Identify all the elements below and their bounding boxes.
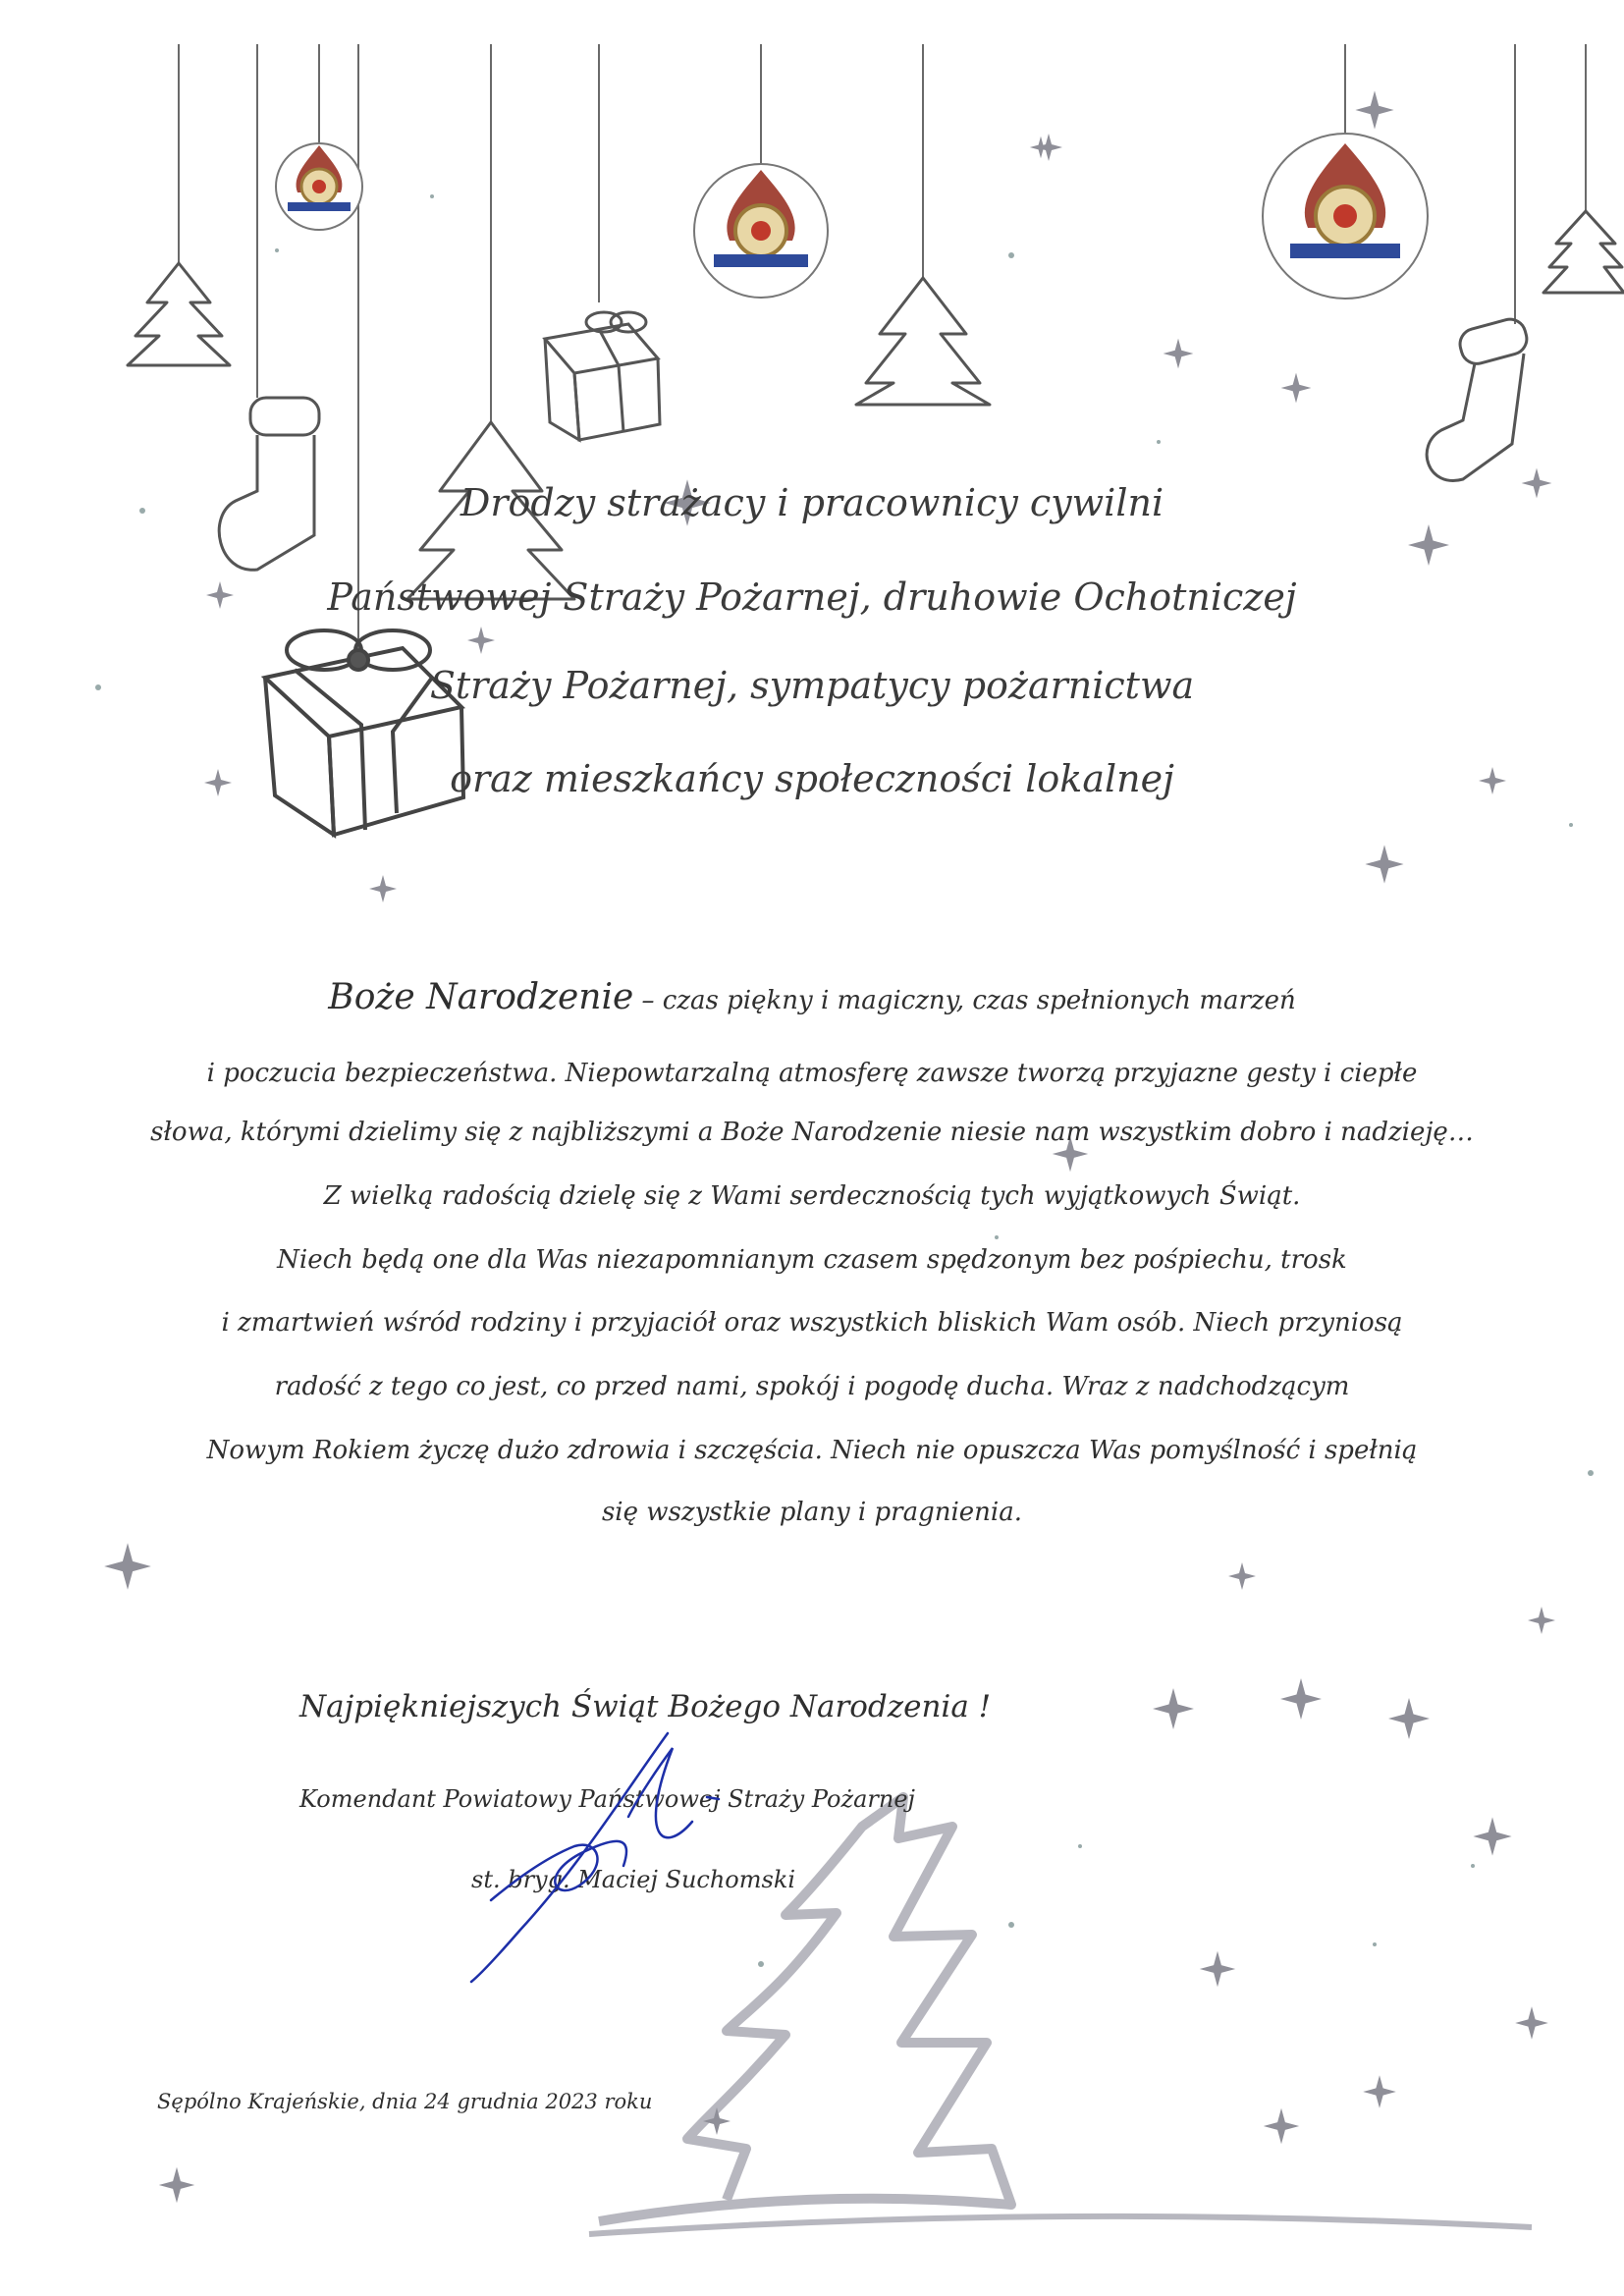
- star-icon: [1388, 1698, 1430, 1739]
- fire-service-emblem-left: [276, 143, 362, 230]
- fire-service-emblem-middle: [694, 164, 828, 298]
- star-icon: [1355, 90, 1393, 129]
- star-icon: [1363, 2075, 1396, 2108]
- star-icon: [159, 2167, 194, 2203]
- tree-outline-icon: [128, 263, 230, 365]
- letter-line-2: i poczucia bezpieczeństwa. Niepowtarzalną atmosferę zawsze tworzą przyjazne gesty i ciepłe: [206, 1059, 1418, 1088]
- star-icon: [1281, 373, 1312, 404]
- star-icon: [1473, 1817, 1511, 1855]
- signatory-title: Komendant Powiatowy Państwowej Straży Pożarnej: [299, 1785, 915, 1813]
- star-icon: [1200, 1951, 1235, 1987]
- fire-service-emblem-right: [1263, 134, 1428, 299]
- gift-box-small-icon: [545, 312, 660, 440]
- letter-line-7: radość z tego co jest, co przed nami, spokój i pogodę ducha. Wraz z nadchodzącym: [274, 1372, 1350, 1401]
- letter-line-4: Z wielką radością dzielę się z Wami serdecznością tych wyjątkowych Świąt.: [323, 1181, 1301, 1211]
- greeting-line-2: Państwowej Straży Pożarnej, druhowie Ochotniczej: [327, 575, 1297, 619]
- star-icon: [1515, 2006, 1548, 2040]
- greeting-line-3: Straży Pożarnej, sympatycy pożarnictwa: [429, 664, 1195, 707]
- star-icon: [1365, 845, 1403, 883]
- greeting-line-1: Drodzy strażacy i pracownicy cywilni: [460, 481, 1164, 524]
- star-icon: [1164, 339, 1194, 369]
- tree-outline-icon: [856, 278, 990, 405]
- hanging-strings: [179, 44, 1586, 648]
- letter-lead-rest: – czas piękny i magiczny, czas spełnionych marzeń: [633, 986, 1296, 1015]
- letter-lead-bold: Boże Narodzenie: [328, 977, 634, 1017]
- letter-line-3: słowa, którymi dzielimy się z najbliższymi a Boże Narodzenie niesie nam wszystkim dobro i nadzieję…: [150, 1118, 1474, 1147]
- letter-line-9: się wszystkie plany i pragnienia.: [601, 1498, 1023, 1527]
- handwritten-signature: [461, 1728, 835, 1984]
- tree-outline-icon: [1543, 211, 1624, 293]
- star-icon: [1408, 524, 1449, 566]
- greeting-line-4: oraz mieszkańcy społeczności lokalnej: [450, 757, 1174, 800]
- letter-line-6: i zmartwień wśród rodziny i przyjaciół oraz wszystkich bliskich Wam osób. Niech przyniosą: [221, 1308, 1403, 1338]
- letter-line-5: Niech będą one dla Was niezapomnianym czasem spędzonym bez pośpiechu, trosk: [277, 1245, 1347, 1275]
- letter-line-8: Nowym Rokiem życzę dużo zdrowia i szczęścia. Niech nie opuszcza Was pomyślność i spełnią: [206, 1436, 1418, 1465]
- star-icon: [1528, 1607, 1555, 1634]
- signatory-name: st. bryg. Maciej Suchomski: [471, 1866, 796, 1893]
- star-icon: [1264, 2108, 1299, 2144]
- star-icon: [369, 875, 397, 902]
- stocking-right-icon: [1427, 316, 1530, 481]
- star-icon: [1153, 1688, 1194, 1729]
- star-icon: [1280, 1678, 1322, 1720]
- star-icon: [467, 627, 495, 654]
- gift-box-large-icon: [265, 630, 463, 835]
- closing-wish: Najpiękniejszych Świąt Bożego Narodzenia !: [299, 1689, 992, 1724]
- place-and-date: Sępólno Krajeńskie, dnia 24 grudnia 2023 roku: [157, 2090, 653, 2113]
- letter-line-1: [0, 977, 1624, 1017]
- star-icon: [1228, 1562, 1256, 1590]
- star-icon: [104, 1543, 151, 1590]
